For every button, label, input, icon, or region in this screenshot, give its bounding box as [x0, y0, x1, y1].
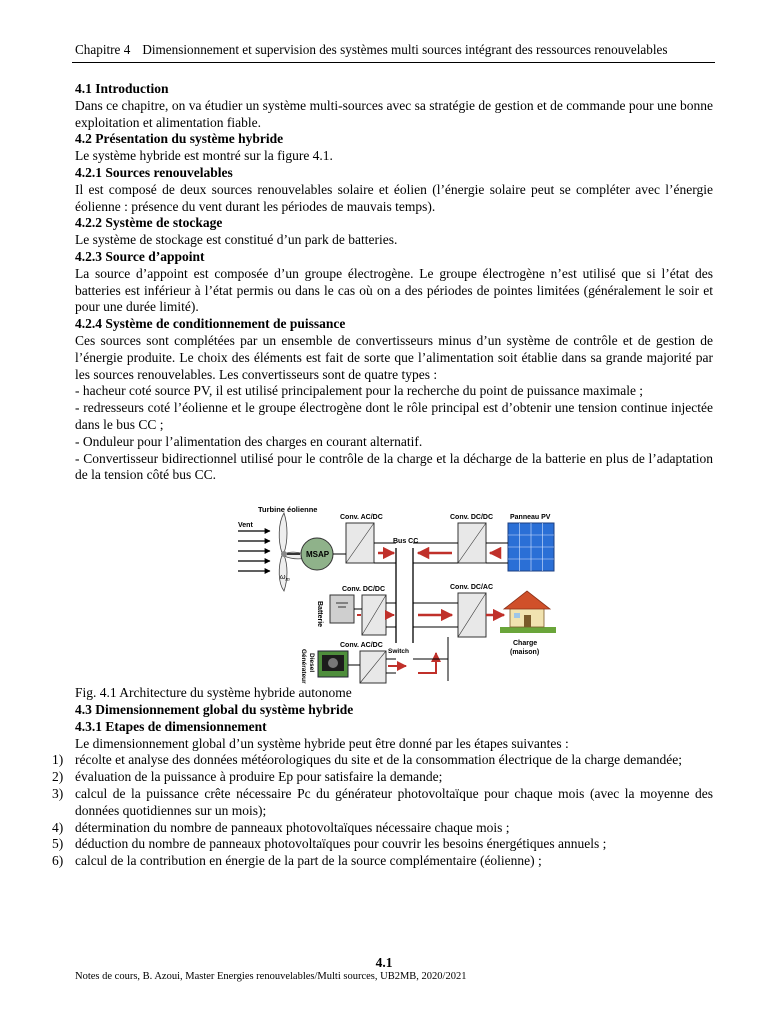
label-diesel: Diesel: [308, 653, 315, 673]
steps-list: [52, 752, 713, 870]
label-turbine: Turbine éolienne: [258, 505, 318, 515]
section-heading-4-2-4: 4.2.4 Système de conditionnement de puissance: [75, 316, 346, 332]
battery-icon: [330, 595, 354, 623]
section-heading-4-2-2: 4.2.2 Système de stockage: [75, 215, 223, 231]
list-item: 1) récolte et analyse des données météorologiques du site et de la consommation électrique de la charge demandée;: [52, 752, 683, 768]
label-conv-acdc-top: Conv. AC/DC: [340, 514, 383, 522]
paragraph-4-2: Le système hybride est montré sur la figure 4.1.: [75, 148, 333, 164]
label-switch: Switch: [388, 648, 409, 656]
flow-arrow: [418, 653, 436, 673]
section-heading-4-2-3: 4.2.3 Source d’appoint: [75, 248, 205, 264]
list-item: 6) calcul de la contribution en énergie de la part de la source complémentaire (éolienne) ;: [52, 853, 542, 869]
msap-generator-icon: [287, 538, 333, 570]
diesel-generator-icon: [318, 651, 348, 677]
body-content: [52, 81, 713, 870]
header-rule: [72, 62, 715, 63]
figure-hybrid-system: [238, 503, 558, 685]
list-item: 3) calcul de la puissance crête nécessaire Pc du générateur photovoltaïque pour chaque mois (avec la moyenne des données quotidiennes sur un mois);: [52, 785, 713, 818]
converter-item: - redresseurs coté l’éolienne et le groupe électrogène dont le rôle principal est d’obtenir une tension continue injectée dans le bus CC ;: [75, 400, 713, 432]
running-header: [75, 42, 715, 58]
section-heading-4-2-1: 4.2.1 Sources renouvelables: [75, 164, 233, 180]
header-title: Dimensionnement et supervision des systèmes multi sources intégrant des ressources renouvelables: [142, 42, 668, 57]
header-chapter: Chapitre 4: [75, 42, 131, 57]
label-conv-dcac: Conv. DC/AC: [450, 584, 494, 592]
label-bus-cc: Bus CC: [393, 538, 419, 546]
section-heading-4-1: 4.1 Introduction: [75, 81, 169, 96]
label-conv-dcdc-mid: Conv. DC/DC: [342, 586, 386, 594]
label-batterie: Batterie: [316, 601, 323, 628]
house-load-icon: [500, 591, 556, 633]
label-conv-dcdc-top: Conv. DC/DC: [450, 514, 494, 522]
section-heading-4-2: 4.2 Présentation du système hybride: [75, 131, 284, 147]
list-item: 2) évaluation de la puissance à produire Ep pour satisfaire la demande;: [52, 769, 443, 785]
footer-note: Notes de cours, B. Azoui, Master Energies renouvelables/Multi sources, UB2MB, 2020/2021: [75, 971, 467, 982]
label-panneau-pv: Panneau PV: [510, 514, 551, 522]
converter-item: - Convertisseur bidirectionnel utilisé pour le contrôle de la charge et la décharge de la batterie en plus de l’adaptation de la tension côté bus CC.: [75, 450, 713, 483]
figure-caption: Fig. 4.1 Architecture du système hybride autonome: [75, 685, 352, 701]
pv-panel-icon: [508, 523, 554, 571]
paragraph-4-2-4: Ces sources sont complétées par un ensemble de convertisseurs minus d’un système de contrôle et de gestion de l’énergie produite. Le choix des éléments est fait de sorte que l’alimentation soit établie dans sa grande majorité par les sources renouvelables. Les convertisseurs sont de quatre types :: [75, 332, 713, 382]
label-vent: Vent: [238, 522, 253, 530]
hybrid-system-diagram: [238, 503, 558, 685]
label-charge: Charge: [513, 640, 538, 648]
paragraph-4-2-1: Il est composé de deux sources renouvelables solaire et éolien (l’énergie solaire peut se compléter avec l’énergie éolienne : présence du vent durant les périodes de mauvais temps).: [75, 181, 713, 214]
converter-item: - hacheur coté source PV, il est utilisé principalement pour la recherche du point de puissance maximale ;: [75, 383, 644, 399]
section-heading-4-3: 4.3 Dimensionnement global du système hybride: [75, 701, 354, 717]
list-item: 4) détermination du nombre de panneaux photovoltaïques nécessaire chaque mois ;: [52, 819, 510, 835]
paragraph-4-1: Dans ce chapitre, on va étudier un système multi-sources avec sa stratégie de gestion et de commande pour une bonne exploitation et alimentation fiable.: [75, 97, 713, 130]
label-conv-acdc-bot: Conv. AC/DC: [340, 642, 383, 650]
label-msap: MSAP: [306, 550, 330, 560]
steps-intro: Le dimensionnement global d’un système hybride peut être donné par les étapes suivantes :: [75, 735, 569, 751]
label-omega: $\omega_m$: [280, 574, 290, 584]
section-heading-4-3-1: 4.3.1 Etapes de dimensionnement: [75, 718, 267, 734]
label-generateur: Générateur: [300, 649, 307, 684]
page-number: 4.1: [375, 955, 393, 970]
converter-item: - Onduleur pour l’alimentation des charges en courant alternatif.: [75, 433, 423, 449]
paragraph-4-2-3: La source d’appoint est composée d’un groupe électrogène. Le groupe électrogène n’est utilisé que si l’état des batteries est inférieur à l’état permis ou dans le cas où on a des périodes de pointes limitées (généralement le soir et pour une durée limité).: [75, 265, 713, 315]
paragraph-4-2-2: Le système de stockage est constitué d’un park de batteries.: [75, 232, 398, 248]
list-item: 5) déduction du nombre de panneaux photovoltaïques pour couvrir les besoins énergétiques annuels ;: [52, 836, 607, 852]
label-maison: (maison): [510, 649, 540, 657]
